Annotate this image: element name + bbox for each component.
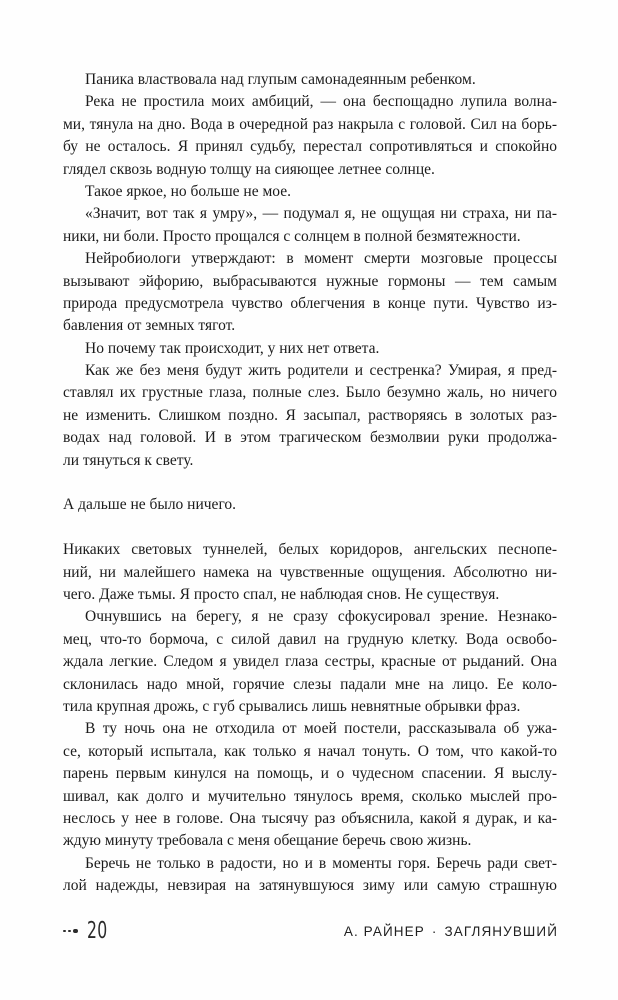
text-line: шивал, как долго и мучительно тянулось время, сколько мыслей про- bbox=[63, 787, 557, 805]
text-line: чего. Даже тьмы. Я просто спал, не наблюдая снов. Не существуя. bbox=[63, 585, 500, 603]
text-line: ники, ни боли. Просто прощался с солнцем в полной безмятежности. bbox=[63, 227, 521, 245]
text-line: А дальше не было ничего. bbox=[63, 496, 237, 514]
text-line: ми, тянула на дно. Вода в очередной раз накрыла с головой. Сил на борь- bbox=[63, 115, 557, 133]
text-line: водах над головой. И в этом трагическом безмолвии руки продолжа- bbox=[63, 429, 557, 447]
text-line: Нейробиологи утверждают: в момент смерти мозговые процессы bbox=[85, 250, 557, 268]
body-text bbox=[63, 69, 557, 897]
text-line: ждую минуту требовала с меня обещание беречь свою жизнь. bbox=[63, 832, 472, 850]
text-line: Никаких световых туннелей, белых коридоров, ангельских песнопе- bbox=[63, 541, 557, 559]
text-line: глядел сквозь водную толщу на сияющее летнее солнце. bbox=[63, 160, 435, 178]
text-line: лой надежды, невзирая на затянувшуюся зиму или самую страшную bbox=[63, 877, 557, 895]
text-line: ставлял их грустные глаза, полные слез. Было безумно жаль, но ничего bbox=[63, 384, 557, 402]
page-number: 20 bbox=[86, 917, 108, 944]
text-line: склонилась надо мной, горячие слезы падали мне на лицо. Ее коло- bbox=[63, 675, 557, 693]
footer-separator: · bbox=[431, 923, 438, 939]
text-line: Беречь не только в радости, но и в моменты горя. Беречь ради свет- bbox=[85, 854, 557, 872]
text-line: неслось у нее в голове. Она тысячу раз объяснила, какой я дурак, и ка- bbox=[63, 809, 557, 827]
text-line: В ту ночь она не отходила от моей постели, рассказывала об ужа- bbox=[85, 720, 557, 738]
dots-bullet-icon bbox=[63, 929, 78, 934]
text-line: природа предусмотрела чувство облегчения в конце пути. Чувство из- bbox=[63, 294, 557, 312]
text-line: ли тянуться к свету. bbox=[63, 451, 194, 469]
text-line: ний, ни малейшего намека на чувственные ощущения. Абсолютно ни- bbox=[63, 563, 557, 581]
text-line: ждала легкие. Следом я увидел глаза сестры, красные от рыданий. Она bbox=[63, 653, 557, 671]
text-line: се, который испытала, как только я начал тонуть. О том, что какой-то bbox=[63, 742, 557, 760]
page-number-block bbox=[63, 917, 117, 944]
text-line: мец, что-то бормоча, с силой давил на грудную клетку. Вода освобо- bbox=[63, 630, 557, 648]
text-line: Такое яркое, но больше не мое. bbox=[85, 182, 291, 200]
text-line: Река не простила моих амбиций, — она беспощадно лупила волна- bbox=[85, 93, 557, 111]
footer-book-title: ЗАГЛЯНУВШИЙ bbox=[444, 923, 558, 939]
text-line: Очнувшись на берегу, я не сразу сфокусировал зрение. Незнако- bbox=[85, 608, 557, 626]
footer-author: А. РАЙНЕР bbox=[343, 923, 425, 939]
text-line: Паника властвовала над глупым самонадеянным ребенком. bbox=[85, 71, 476, 88]
text-line: «Значит, вот так я умру», — подумал я, не ощущая ни страха, ни па- bbox=[85, 205, 557, 223]
text-line: бу не осталось. Я принял судьбу, перестал сопротивляться и спокойно bbox=[63, 138, 557, 156]
text-line: Как же без меня будут жить родители и сестренка? Умирая, я пред- bbox=[85, 362, 557, 380]
text-line: Но почему так происходит, у них нет ответа. bbox=[85, 339, 380, 357]
page-footer bbox=[63, 918, 558, 944]
text-line: парень первым кинулся на помощь, и о чудесном спасении. Я выслу- bbox=[63, 765, 557, 783]
running-title bbox=[344, 924, 558, 939]
text-line: тила крупная дрожь, с губ срывались лишь невнятные обрывки фраз. bbox=[63, 697, 521, 715]
text-line: бавления от земных тягот. bbox=[63, 317, 236, 335]
text-line: не изменить. Слишком поздно. Я засыпал, растворяясь в золотых раз- bbox=[63, 406, 557, 424]
text-line: вызывают эйфорию, выбрасываются нужные гормоны — тем самым bbox=[63, 272, 557, 290]
